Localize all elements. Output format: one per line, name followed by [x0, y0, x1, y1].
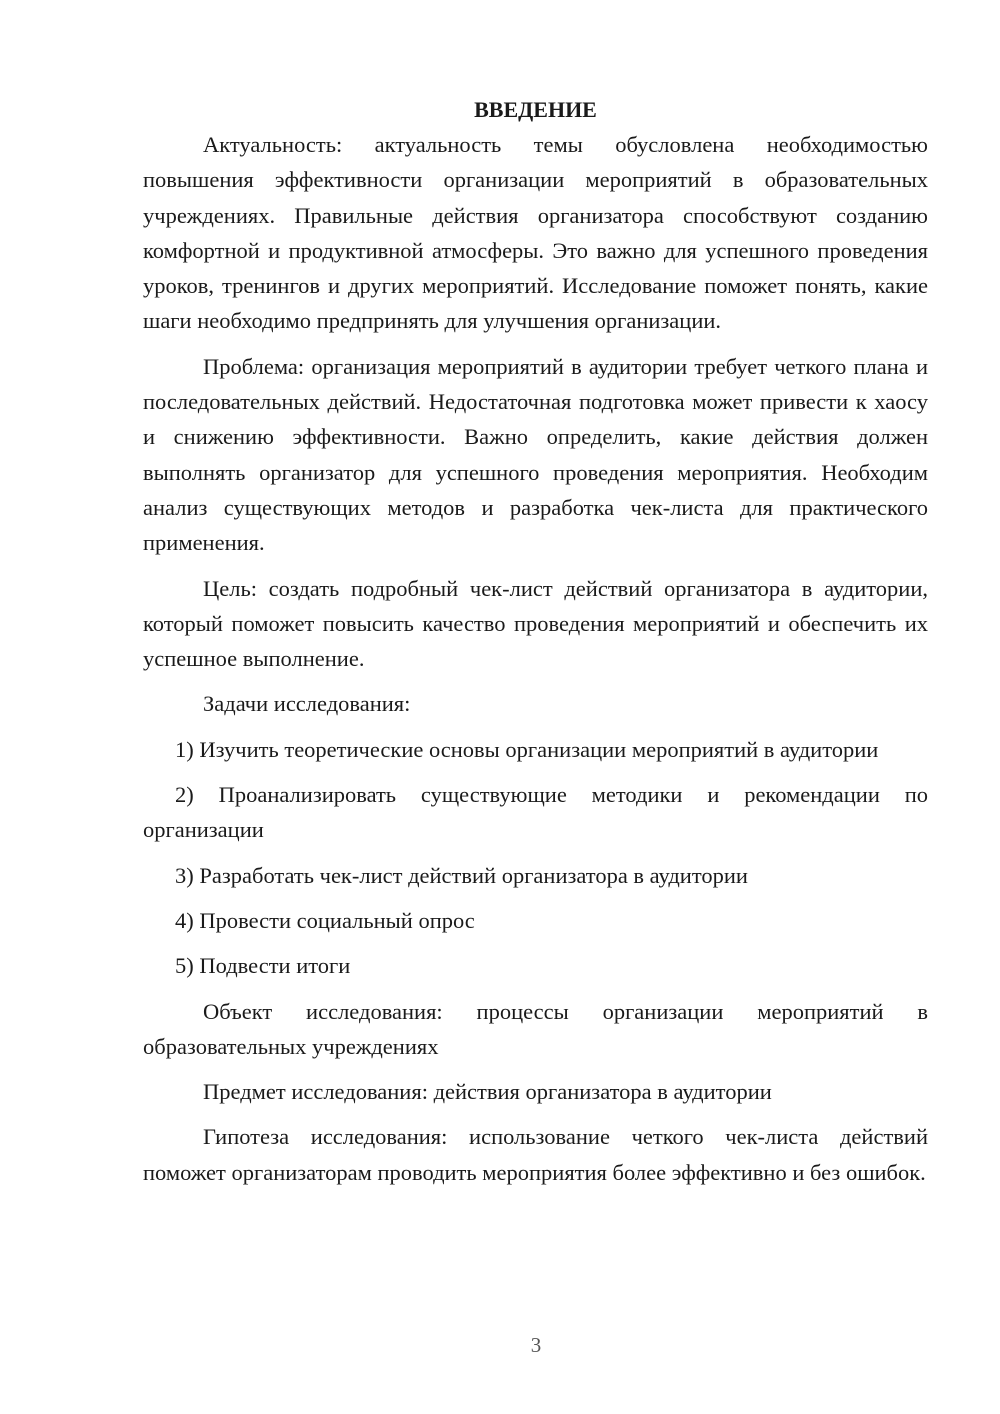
- paragraph-subject: Предмет исследования: действия организатора в аудитории: [203, 1079, 772, 1105]
- paragraph-object: Объект исследования: процессы организации мероприятий в образовательных учреждениях: [143, 998, 928, 1059]
- paragraph-problem: Проблема: организация мероприятий в аудитории требует четкого плана и последовательных действий. Недостаточная подготовка может привести к хаосу и снижению эффективности. Важно определить, какие действия должен выполнять организатор для успешного проведения мероприятия. Необходим анализ существующих методов и разработка чек-листа для практического применения.: [143, 353, 928, 556]
- paragraph-relevance: Актуальность: актуальность темы обусловлена необходимостью повышения эффективности организации мероприятий в образовательных учреждениях. Правильные действия организатора способствуют созданию комфортной и продуктивной атмосферы. Это важно для успешного проведения уроков, тренингов и других мероприятий. Исследование поможет понять, какие шаги необходимо предпринять для улучшения организации.: [143, 132, 928, 334]
- page-content: [143, 92, 928, 1190]
- section-title: ВВЕДЕНИЕ: [474, 97, 597, 122]
- paragraph-tasks-heading: Задачи исследования:: [203, 691, 411, 717]
- page-number: 3: [530, 1333, 542, 1357]
- list-item: 3) Разработать чек-лист действий организатора в аудитории: [175, 862, 748, 888]
- list-item: 1) Изучить теоретические основы организации мероприятий в аудитории: [175, 736, 879, 762]
- tasks-list: [143, 732, 928, 984]
- paragraph-goal: Цель: создать подробный чек-лист действий организатора в аудитории, который поможет повысить качество проведения мероприятий и обеспечить их успешное выполнение.: [143, 575, 928, 672]
- list-item: 4) Провести социальный опрос: [175, 907, 475, 933]
- list-item: 5) Подвести итоги: [175, 953, 351, 979]
- paragraph-hypothesis: Гипотеза исследования: использование четкого чек-листа действий поможет организаторам проводить мероприятия более эффективно и без ошибок.: [143, 1124, 928, 1185]
- list-item: 2) Проанализировать существующие методики и рекомендации по организации: [143, 782, 928, 843]
